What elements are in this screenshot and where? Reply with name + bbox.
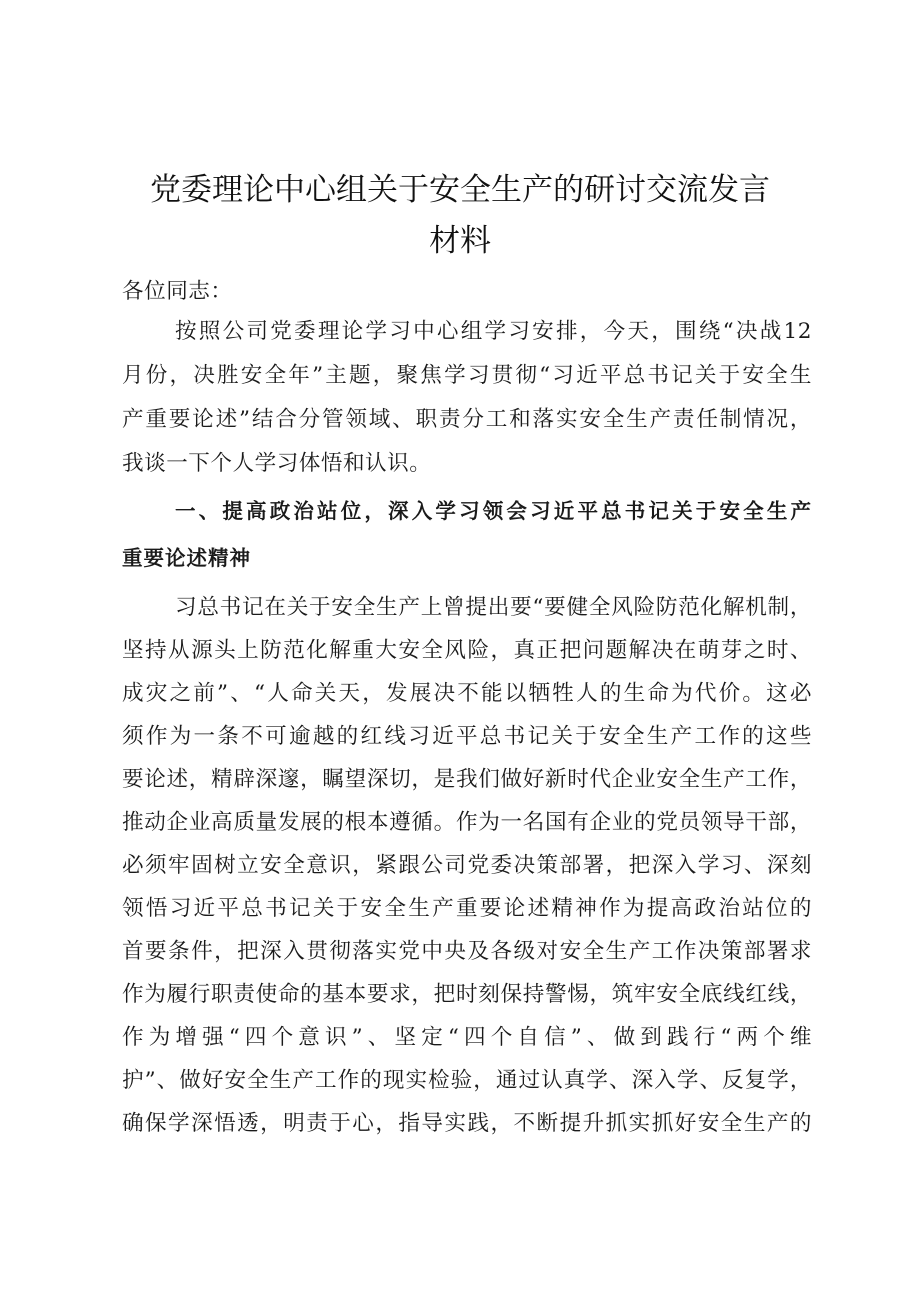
paragraph-2-line-10: 作为履行职责使命的基本要求，把时刻保持警惕，筑牢安全底线红线，	[122, 982, 812, 1007]
paragraph-2-line-5: 要论述，精辟深邃，瞩望深切，是我们做好新时代企业安全生产工作，	[122, 767, 812, 792]
paragraph-2-line-8: 领悟习近平总书记关于安全生产重要论述精神作为提高政治站位的	[122, 896, 812, 921]
paragraph-2-line-6: 推动企业高质量发展的根本遵循。作为一名国有企业的党员领导干部，	[122, 810, 812, 835]
document-title-line-2: 材料	[429, 223, 491, 259]
paragraph-2-line-11: 作为增强“四个意识”、坚定“四个自信”、做到践行“两个维	[122, 1025, 812, 1050]
document-title-line-1: 党委理论中心组关于安全生产的研讨交流发言	[150, 172, 770, 208]
paragraph-2-line-1: 习总书记在关于安全生产上曾提出要“要健全风险防范化解机制，	[175, 595, 812, 620]
paragraph-2-line-12: 护”、做好安全生产工作的现实检验，通过认真学、深入学、反复学，	[122, 1068, 812, 1093]
paragraph-1-line-2: 月份，决胜安全年”主题，聚焦学习贯彻“习近平总书记关于安全生	[122, 363, 812, 388]
paragraph-2-line-9: 首要条件，把深入贯彻落实党中央及各级对安全生产工作决策部署求	[122, 939, 812, 964]
paragraph-1-line-1: 按照公司党委理论学习中心组学习安排，今天，围绕“决战12	[175, 319, 812, 344]
paragraph-2-line-2: 坚持从源头上防范化解重大安全风险，真正把问题解决在萌芽之时、	[122, 638, 812, 663]
paragraph-1-line-4: 我谈一下个人学习体悟和认识。	[122, 451, 432, 476]
paragraph-2-line-13: 确保学深悟透，明责于心，指导实践，不断提升抓实抓好安全生产的	[122, 1111, 812, 1136]
paragraph-1-line-3: 产重要论述”结合分管领域、职责分工和落实安全生产责任制情况，	[122, 407, 812, 432]
paragraph-2-line-4: 须作为一条不可逾越的红线习近平总书记关于安全生产工作的这些	[122, 724, 812, 749]
salutation: 各位同志：	[122, 279, 233, 304]
paragraph-2-line-3: 成灾之前”、“人命关天，发展决不能以牺牲人的生命为代价。这必	[122, 681, 812, 706]
section-1-heading-line-2: 重要论述精神	[122, 546, 251, 570]
paragraph-2-line-7: 必须牢固树立安全意识，紧跟公司党委决策部署，把深入学习、深刻	[122, 853, 812, 878]
section-1-heading-line-1: 一、提高政治站位，深入学习领会习近平总书记关于安全生产	[175, 499, 812, 523]
